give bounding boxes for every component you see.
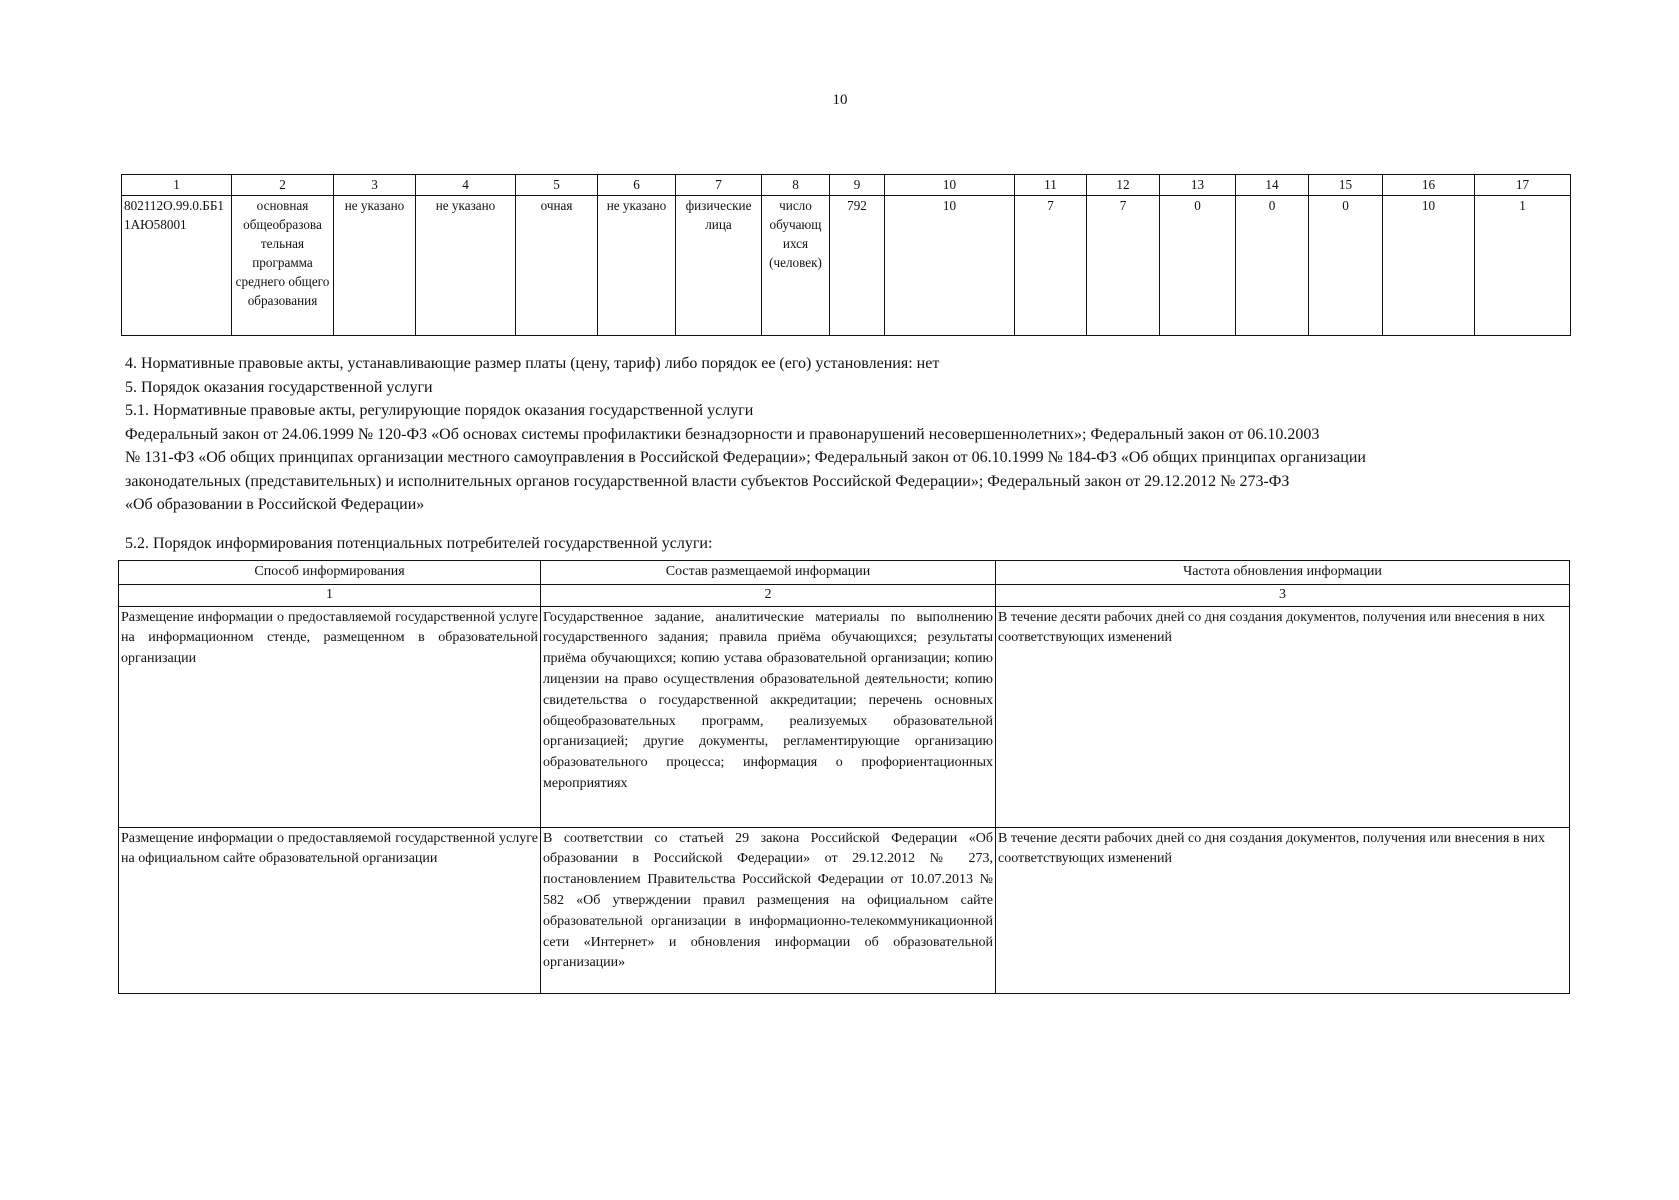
paragraph: «Об образовании в Российской Федерации» [125,496,425,513]
section-heading: 5.2. Порядок информирования потенциальных потребителей государственной услуги: [125,535,713,552]
table1-col-header: 8 [762,175,830,196]
table2-col-number: 1 [119,584,541,606]
table1-cell: 10 [885,196,1015,336]
paragraph: 5.1. Нормативные правовые акты, регулирующие порядок оказания государственной услуги [125,402,754,419]
table1-col-header: 5 [516,175,598,196]
legal-acts-section [125,352,1575,517]
table1-cell: не указано [416,196,516,336]
table1-cell: 7 [1015,196,1087,336]
table1-col-header: 12 [1087,175,1160,196]
table1-col-header: 6 [598,175,676,196]
table2-number-row [119,584,1570,606]
table2-col-number: 3 [996,584,1570,606]
table1-col-header: 3 [334,175,416,196]
service-volume-table [121,174,1571,336]
table2-col-header: Состав размещаемой информации [541,561,996,585]
table1-data-row [122,196,1571,336]
table1-cell: 10 [1383,196,1475,336]
table2-col-header: Частота обновления информации [996,561,1570,585]
informing-procedure-table [118,560,1570,994]
study-form-cell: очная [516,196,598,336]
content-cell: В соответствии со статьей 29 закона Российской Федерации «Об образовании в Российской Федерации» от 29.12.2012 № 273, постановлением Правительства Российской Федерации от 10.07.2013 № 582 «Об утверждении правил размещения на официальном сайте образовательной организации в информационно-телекоммуникационной сети «Интернет» и обновления информации об образовательной организации» [541,827,996,993]
indicator-name-cell: число обучающ ихся (человек) [762,196,830,336]
table1-cell: не указано [598,196,676,336]
page-number: 10 [832,92,848,108]
table1-col-header: 11 [1015,175,1087,196]
program-cell: основная общеобразова тельная программа среднего общего образования [232,196,334,336]
table1-col-header: 7 [676,175,762,196]
table1-col-header: 1 [122,175,232,196]
table1-col-header: 2 [232,175,334,196]
table1-col-header: 16 [1383,175,1475,196]
table-row [119,827,1570,993]
method-cell: Размещение информации о предоставляемой государственной услуге на официальном сайте образовательной организации [119,827,541,993]
table1-cell: 7 [1087,196,1160,336]
table2-col-header: Способ информирования [119,561,541,585]
paragraph: 5. Порядок оказания государственной услуги [125,378,433,396]
table1-col-header: 17 [1475,175,1571,196]
table1-cell: не указано [334,196,416,336]
table2-header-row [119,561,1570,585]
content-cell: Государственное задание, аналитические материалы по выполнению государственного задания; правила приёма обучающихся; результаты приёма обучающихся; копию устава образовательной организации; копию лицензии на право осуществления образовательной деятельности; копию свидетельства о государственной аккредитации; перечень основных общеобразовательных программ, реализуемых образовательной организацией; другие документы, регламентирующие организацию образовательного процесса; информация о профориентационных мероприятиях [541,606,996,827]
table1-col-header: 4 [416,175,516,196]
table1-cell: 0 [1309,196,1383,336]
consumer-category-cell: физические лица [676,196,762,336]
paragraph: 4. Нормативные правовые акты, устанавливающие размер платы (цену, тариф) либо порядок ее (его) установления: нет [125,355,940,372]
table1-cell: 0 [1236,196,1309,336]
table1-col-header: 10 [885,175,1015,196]
paragraph: № 131-ФЗ «Об общих принципах организации местного самоуправления в Российской Федерации»; Федеральный закон от 06.10.1999 № 184-ФЗ «Об общих принципах организации [125,449,1366,466]
frequency-cell: В течение десяти рабочих дней со дня создания документов, получения или внесения в них соответствующих изменений [996,606,1570,827]
method-cell: Размещение информации о предоставляемой государственной услуге на информационном стенде, размещенном в образовательной организации [119,606,541,827]
table2-col-number: 2 [541,584,996,606]
okei-code-cell: 792 [830,196,885,336]
table1-col-header: 15 [1309,175,1383,196]
table1-cell: 1 [1475,196,1571,336]
table1-header-row [122,175,1571,196]
paragraph: законодательных (представительных) и исполнительных органов государственной власти субъектов Российской Федерации»; Федеральный закон от 29.12.2012 № 273-ФЗ [125,472,1290,490]
table1-col-header: 13 [1160,175,1236,196]
registry-number-cell: 802112О.99.0.ББ11АЮ58001 [122,196,232,336]
table1-col-header: 9 [830,175,885,196]
table-row [119,606,1570,827]
frequency-cell: В течение десяти рабочих дней со дня создания документов, получения или внесения в них соответствующих изменений [996,827,1570,993]
table1-col-header: 14 [1236,175,1309,196]
table1-cell: 0 [1160,196,1236,336]
paragraph: Федеральный закон от 24.06.1999 № 120-ФЗ «Об основах системы профилактики безнадзорности и правонарушений несовершеннолетних»; Федеральный закон от 06.10.2003 [125,425,1320,443]
